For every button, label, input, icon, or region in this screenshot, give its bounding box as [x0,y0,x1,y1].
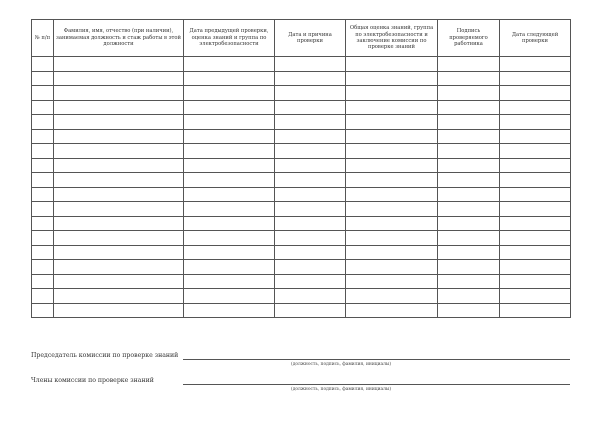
table-cell[interactable] [54,216,184,231]
table-cell[interactable] [438,216,500,231]
table-cell[interactable] [184,187,275,202]
table-cell[interactable] [500,274,571,289]
table-row [32,202,571,217]
table-row [32,216,571,231]
table-cell[interactable] [346,289,438,304]
table-row [32,289,571,304]
table-cell[interactable] [184,57,275,72]
table-cell[interactable] [54,260,184,275]
table-cell[interactable] [32,289,54,304]
knowledge-check-log-table [31,19,571,318]
table-cell[interactable] [54,86,184,101]
table-cell[interactable] [438,260,500,275]
table-cell[interactable] [184,202,275,217]
table-row [32,260,571,275]
table-cell[interactable] [275,245,346,260]
table-cell[interactable] [54,115,184,130]
table-row [32,100,571,115]
table-cell[interactable] [346,115,438,130]
table-cell[interactable] [346,231,438,246]
table-cell[interactable] [500,260,571,275]
chairman-label: Председатель комиссии по проверке знаний [31,352,179,359]
table-cell[interactable] [275,187,346,202]
table-cell[interactable] [438,173,500,188]
table-cell[interactable] [184,274,275,289]
members-signature-line[interactable] [183,384,570,385]
table-cell[interactable] [184,100,275,115]
table-cell[interactable] [500,202,571,217]
table-cell[interactable] [275,216,346,231]
table-cell[interactable] [184,71,275,86]
table-cell[interactable] [346,216,438,231]
table-cell[interactable] [184,303,275,318]
table-cell[interactable] [500,216,571,231]
table-cell[interactable] [275,144,346,159]
header-employee-name-position: Фамилия, имя, отчество (при наличии), занимаемая должность и стаж работы в этой должности [54,20,184,57]
table-row [32,173,571,188]
table-cell[interactable] [54,231,184,246]
table-cell[interactable] [275,260,346,275]
table-cell[interactable] [346,260,438,275]
table-cell[interactable] [438,57,500,72]
table-cell[interactable] [500,289,571,304]
table-cell[interactable] [346,245,438,260]
table-cell[interactable] [184,245,275,260]
table-cell[interactable] [184,260,275,275]
members-label: Члены комиссии по проверке знаний [31,377,154,384]
table-row [32,303,571,318]
table-cell[interactable] [54,303,184,318]
table-cell[interactable] [184,115,275,130]
header-check-date-reason: Дата и причина проверки [275,20,346,57]
table-cell[interactable] [32,57,54,72]
table-cell[interactable] [275,57,346,72]
table-cell[interactable] [438,245,500,260]
table-cell[interactable] [500,86,571,101]
table-cell[interactable] [438,100,500,115]
table-row [32,57,571,72]
table-cell[interactable] [32,173,54,188]
table-cell[interactable] [438,86,500,101]
table-cell[interactable] [500,100,571,115]
table-cell[interactable] [500,231,571,246]
table-cell[interactable] [54,158,184,173]
table-cell[interactable] [500,144,571,159]
table-cell[interactable] [32,260,54,275]
table-cell[interactable] [275,100,346,115]
table-cell[interactable] [438,231,500,246]
table-cell[interactable] [32,303,54,318]
table-row [32,144,571,159]
table-cell[interactable] [32,100,54,115]
table-row [32,274,571,289]
table-cell[interactable] [275,158,346,173]
table-cell[interactable] [54,274,184,289]
table-cell[interactable] [275,231,346,246]
table-cell[interactable] [184,289,275,304]
table-cell[interactable] [275,289,346,304]
table-cell[interactable] [346,86,438,101]
table-cell[interactable] [438,274,500,289]
table-cell[interactable] [184,216,275,231]
table-cell[interactable] [500,129,571,144]
chairman-signature-line[interactable] [183,359,570,360]
table-cell[interactable] [275,71,346,86]
table-cell[interactable] [500,158,571,173]
table-cell[interactable] [184,173,275,188]
table-cell[interactable] [346,71,438,86]
table-cell[interactable] [184,231,275,246]
table-row [32,71,571,86]
table-cell[interactable] [346,158,438,173]
table-cell[interactable] [54,71,184,86]
table-cell[interactable] [54,245,184,260]
table-cell[interactable] [32,86,54,101]
table-cell[interactable] [32,158,54,173]
header-employee-signature: Подпись проверяемого работника [438,20,500,57]
table-cell[interactable] [500,303,571,318]
header-previous-check: Дата предыдущей проверки, оценка знаний и группа по электробезопасности [184,20,275,57]
table-row [32,115,571,130]
table-body [32,57,571,318]
chairman-caption: (должность, подпись, фамилия, инициалы) [291,362,392,367]
table-cell[interactable] [275,173,346,188]
table-cell[interactable] [438,158,500,173]
table-cell[interactable] [275,274,346,289]
table-cell[interactable] [54,173,184,188]
table-cell[interactable] [438,71,500,86]
table-cell[interactable] [438,202,500,217]
table-cell[interactable] [500,173,571,188]
table-cell[interactable] [32,129,54,144]
table-cell[interactable] [275,303,346,318]
table-cell[interactable] [346,173,438,188]
table-cell[interactable] [32,187,54,202]
table-cell[interactable] [32,274,54,289]
table-cell[interactable] [184,158,275,173]
table-cell[interactable] [54,187,184,202]
table-cell[interactable] [346,202,438,217]
table-cell[interactable] [438,144,500,159]
table-cell[interactable] [54,57,184,72]
table-cell[interactable] [438,303,500,318]
table-cell[interactable] [184,129,275,144]
table-cell[interactable] [500,187,571,202]
members-caption: (должность, подпись, фамилия, инициалы) [291,387,392,392]
table-cell[interactable] [500,71,571,86]
table-cell[interactable] [32,71,54,86]
table-cell[interactable] [500,245,571,260]
table-cell[interactable] [346,187,438,202]
table-row [32,187,571,202]
header-next-check-date: Дата следующей проверки [500,20,571,57]
table-cell[interactable] [346,57,438,72]
table-cell[interactable] [32,144,54,159]
table-row [32,129,571,144]
table-cell[interactable] [275,115,346,130]
table-cell[interactable] [346,144,438,159]
table-cell[interactable] [54,100,184,115]
table-cell[interactable] [438,129,500,144]
table-cell[interactable] [54,202,184,217]
table-cell[interactable] [32,202,54,217]
table-cell[interactable] [275,129,346,144]
table-cell[interactable] [438,289,500,304]
table-cell[interactable] [346,274,438,289]
table-cell[interactable] [32,115,54,130]
table-header-row [32,20,571,57]
table-cell[interactable] [184,86,275,101]
table-cell[interactable] [32,231,54,246]
table-cell[interactable] [32,245,54,260]
table-cell[interactable] [438,115,500,130]
table-cell[interactable] [275,202,346,217]
table-row [32,158,571,173]
table-cell[interactable] [346,100,438,115]
table-cell[interactable] [346,129,438,144]
table-row [32,86,571,101]
table-cell[interactable] [184,144,275,159]
table-cell[interactable] [275,86,346,101]
table-cell[interactable] [54,144,184,159]
table-row [32,231,571,246]
table-cell[interactable] [54,129,184,144]
table-cell[interactable] [438,187,500,202]
table-cell[interactable] [500,57,571,72]
table-cell[interactable] [32,216,54,231]
table-cell[interactable] [500,115,571,130]
table-cell[interactable] [54,289,184,304]
table-row [32,245,571,260]
header-row-number: № п/п [32,20,54,57]
header-overall-assessment: Общая оценка знаний, группа по электробезопасности и заключение комиссии по проверке знаний [346,20,438,57]
table-cell[interactable] [346,303,438,318]
